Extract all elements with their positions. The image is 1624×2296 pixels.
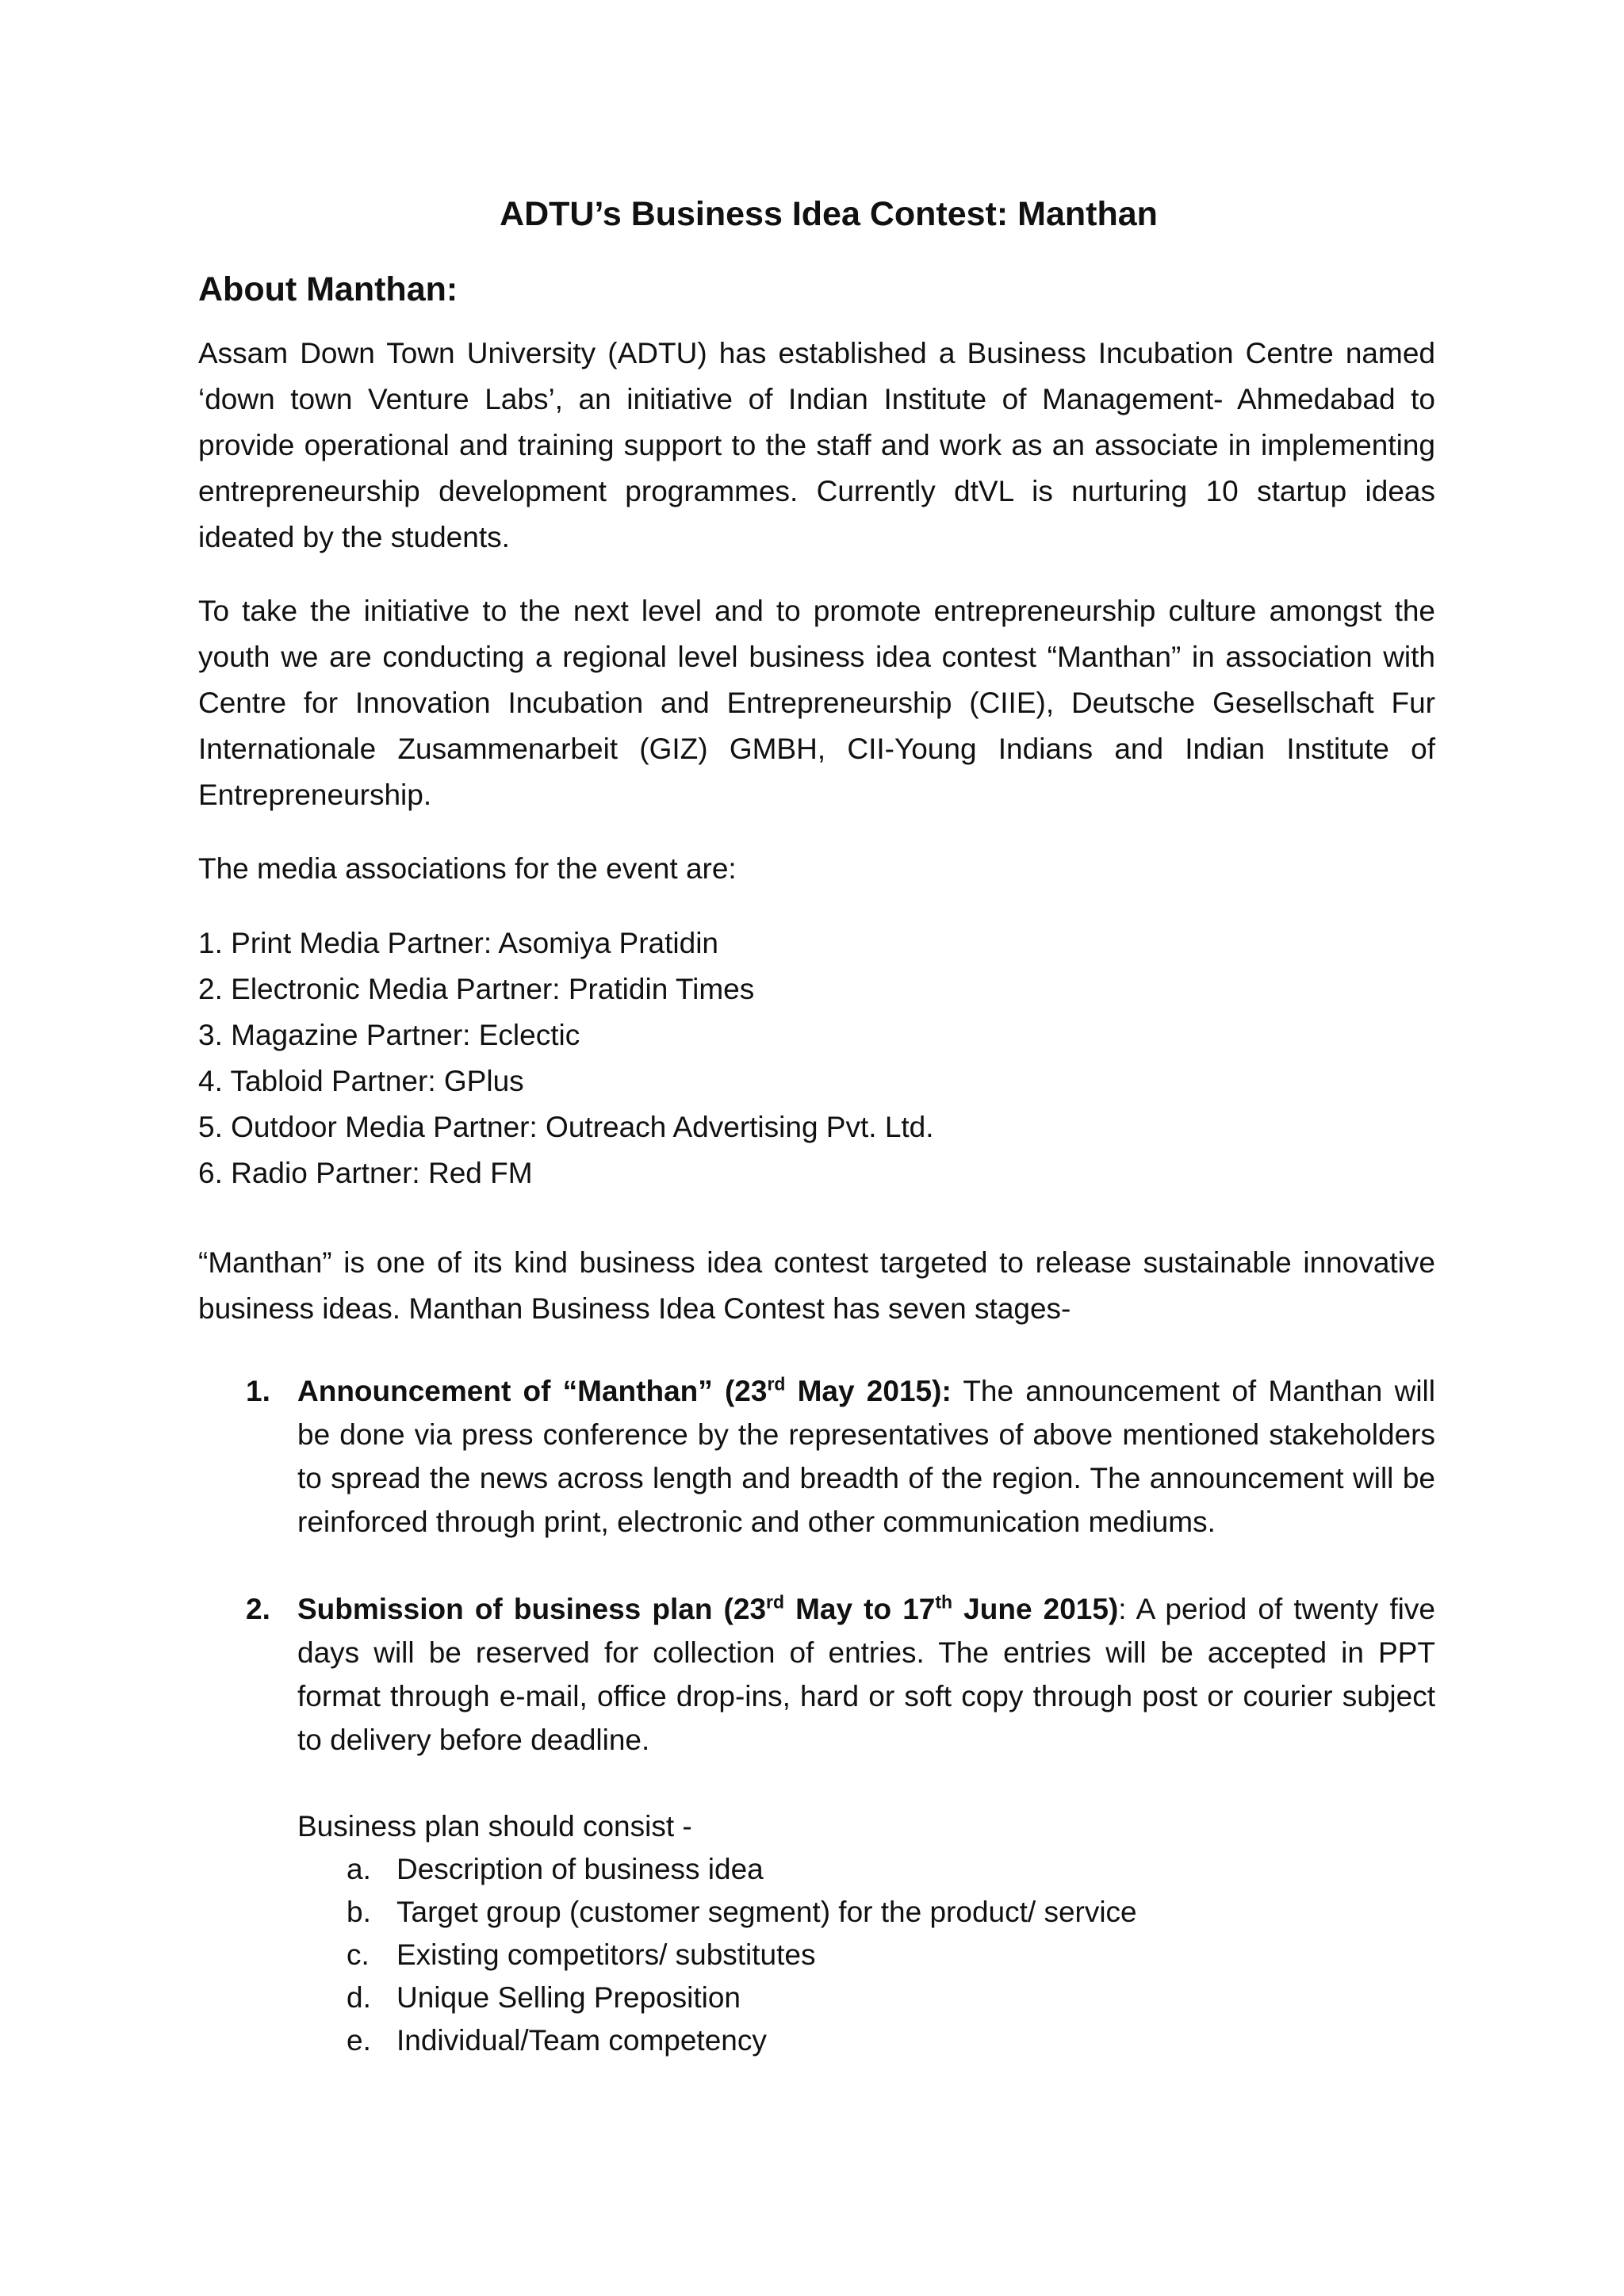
stage-item-submission <box>198 1587 1435 1762</box>
business-plan-item-text: Unique Selling Preposition <box>396 1981 741 2014</box>
stage-description: : A period of twenty five days will be reserved for collection of entries. The entries will be accepted in PPT format through e-mail, office drop-ins, hard or soft copy through post or courier subject to delivery before deadline. <box>297 1593 1435 1756</box>
stage-title-part: Announcement of “Manthan” (23 <box>297 1375 768 1407</box>
business-plan-item-text: Existing competitors/ substitutes <box>396 1938 816 1971</box>
media-partner-item: 3. Magazine Partner: Eclectic <box>198 1019 580 1051</box>
stage-title-superscript: rd <box>766 1591 784 1613</box>
business-plan-item-letter: d. <box>347 1981 371 2014</box>
paragraph-contest-association: To take the initiative to the next level and to promote entrepreneurship culture amongst the youth we are conducting a regional level business idea contest “Manthan” in association with Centre for Innovation Incubation and Entrepreneurship (CIIE), Deutsche Gesellschaft Fur Internationale Zusammenarbeit (GIZ) GMBH, CII-Young Indians and Indian Institute of Entrepreneurship. <box>198 595 1435 811</box>
stage-title <box>297 1593 1118 1625</box>
media-partner-item: 1. Print Media Partner: Asomiya Pratidin <box>198 927 719 959</box>
business-plan-item-letter: e. <box>347 2024 371 2057</box>
stage-title-part: May to 17 <box>783 1593 936 1625</box>
business-plan-item-letter: a. <box>347 1853 371 1885</box>
media-partner-item: 5. Outdoor Media Partner: Outreach Advertising Pvt. Ltd. <box>198 1111 934 1143</box>
media-partner-item: 4. Tabloid Partner: GPlus <box>198 1065 524 1097</box>
stages-intro: “Manthan” is one of its kind business idea contest targeted to release sustainable innovative business ideas. Manthan Business Idea Contest has seven stages- <box>198 1246 1435 1325</box>
business-plan-intro: Business plan should consist - <box>297 1810 692 1843</box>
media-partners-list <box>198 920 1435 1196</box>
stage-item-announcement <box>198 1369 1435 1544</box>
business-plan-item-text: Target group (customer segment) for the product/ service <box>396 1896 1137 1928</box>
paragraph-about-adtu: Assam Down Town University (ADTU) has established a Business Incubation Centre named ‘down town Venture Labs’, an initiative of Indian Institute of Management- Ahmedabad to provide operational and training support to the staff and work as an associate in implementing entrepreneurship development programmes. Currently dtVL is nurturing 10 startup ideas ideated by the students. <box>198 337 1435 553</box>
stage-description: The announcement of Manthan will be done via press conference by the representatives of above mentioned stakeholders to spread the news across length and breadth of the region. The announcement will be reinforced through print, electronic and other communication mediums. <box>297 1375 1435 1538</box>
media-associations-intro: The media associations for the event are: <box>198 852 737 885</box>
business-plan-item <box>297 1891 1435 1934</box>
stage-title-superscript: rd <box>767 1373 786 1395</box>
stage-title-part: Submission of business plan (23 <box>297 1593 767 1625</box>
document-content <box>198 190 1435 2062</box>
business-plan-item <box>297 2019 1435 2062</box>
business-plan-item <box>297 1976 1435 2019</box>
business-plan-item-letter: b. <box>347 1896 371 1928</box>
business-plan-item-text: Description of business idea <box>396 1853 764 1885</box>
media-partner-item: 6. Radio Partner: Red FM <box>198 1157 533 1189</box>
stage-title-part: June 2015) <box>952 1593 1119 1625</box>
stage-number: 2. <box>246 1593 270 1625</box>
stage-title-part: May 2015): <box>785 1375 952 1407</box>
stage-number: 1. <box>246 1375 270 1407</box>
business-plan-item <box>297 1934 1435 1976</box>
media-partner-item: 2. Electronic Media Partner: Pratidin Times <box>198 973 755 1005</box>
business-plan-item-letter: c. <box>347 1938 370 1971</box>
business-plan-item-text: Individual/Team competency <box>396 2024 767 2057</box>
document-title: ADTU’s Business Idea Contest: Manthan <box>500 195 1158 233</box>
stage-title-superscript: th <box>935 1591 953 1613</box>
business-plan-item <box>297 1848 1435 1891</box>
section-heading: About Manthan: <box>198 270 458 308</box>
business-plan-requirements <box>198 1805 1435 2062</box>
stage-title <box>297 1375 952 1407</box>
